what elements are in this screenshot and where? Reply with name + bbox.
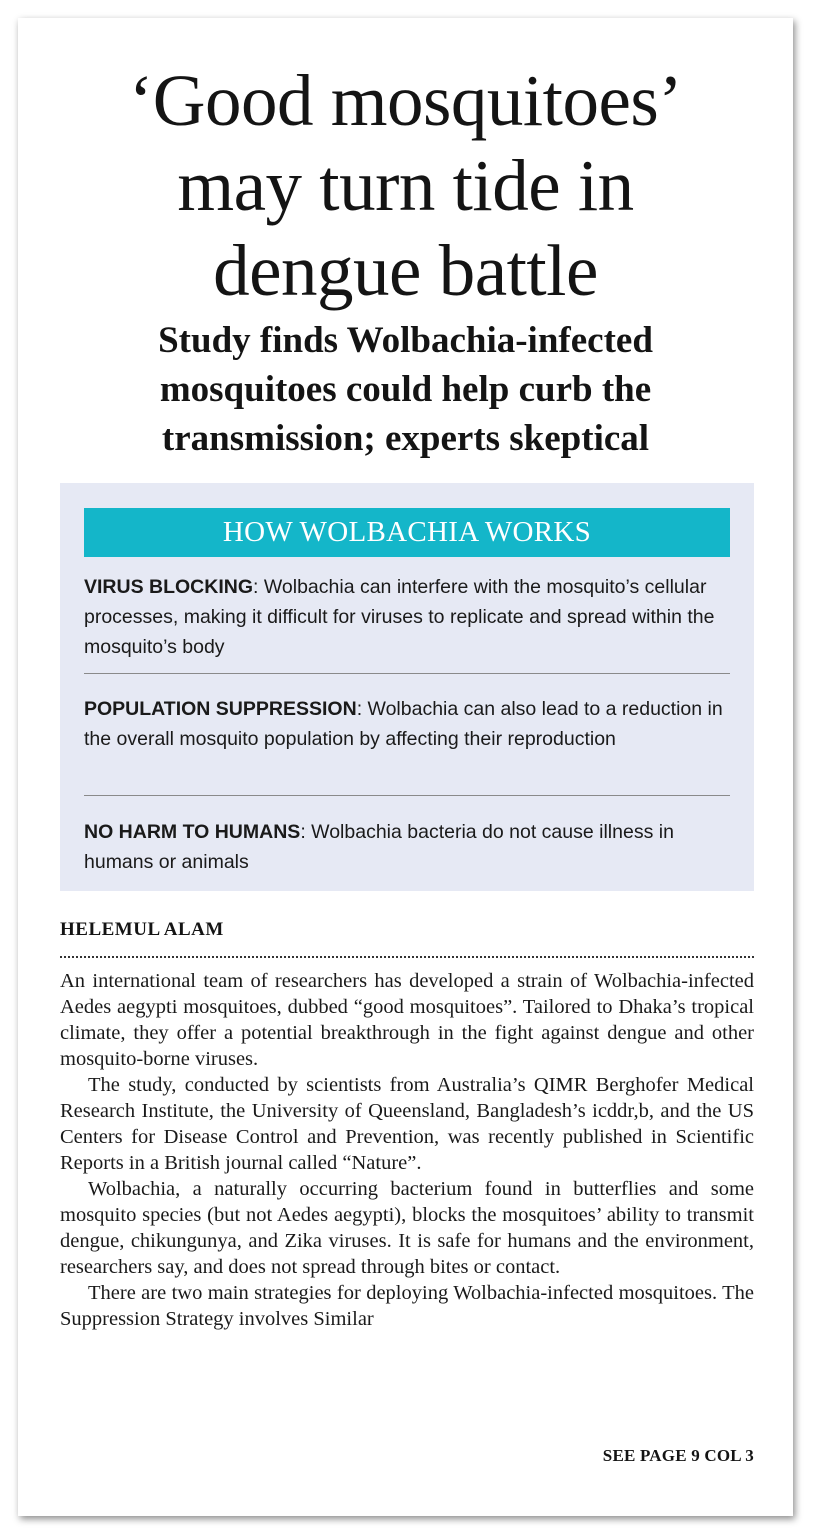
headline: [18, 58, 793, 313]
info-box-title: HOW WOLBACHIA WORKS: [84, 508, 730, 557]
headline-line-1: ‘Good mosquitoes’: [128, 60, 683, 141]
info-item-text: : Wolbachia can interfere with the mosquito’s cellular processes, making it difficult for viruses to replicate and spread within the mosquito’s body: [84, 576, 715, 658]
dotted-divider: [60, 956, 754, 958]
continuation-note: SEE PAGE 9 COL 3: [602, 1446, 754, 1465]
info-item-no-harm-to-humans: [84, 817, 730, 877]
info-box: [60, 483, 754, 891]
info-item-term: NO HARM TO HUMANS: [84, 821, 301, 843]
info-item-text: : Wolbachia bacteria do not cause illness in humans or animals: [84, 821, 674, 873]
subheadline-line-2: mosquitoes could help curb the: [159, 369, 652, 410]
newspaper-clipping: [18, 18, 793, 1516]
subheadline-line-3: transmission; experts skeptical: [161, 418, 650, 459]
info-divider: [84, 795, 730, 796]
info-item-term: VIRUS BLOCKING: [84, 576, 254, 598]
article-paragraph: An international team of researchers has developed a strain of Wolbachia-infected Aedes aegypti mosquitoes, dubbed “good mosquitoes”. Tailored to Dhaka’s tropical climate, they offer a potential breakthrough in the fight against dengue and other mosquito-borne viruses.: [60, 970, 754, 1070]
headline-line-3: dengue battle: [213, 230, 598, 311]
article-paragraph: There are two main strategies for deploying Wolbachia-infected mosquitoes. The Suppression Strategy involves Similar: [60, 1282, 754, 1330]
info-item-text: : Wolbachia can also lead to a reduction in the overall mosquito population by affecting their reproduction: [84, 698, 723, 750]
article-paragraph: The study, conducted by scientists from Australia’s QIMR Berghofer Medical Research Institute, the University of Queensland, Bangladesh’s icddr,b, and the US Centers for Disease Control and Prevention, was recently published in Scientific Reports in a British journal called “Nature”.: [60, 1074, 754, 1174]
info-item-virus-blocking: [84, 572, 730, 662]
info-item-population-suppression: [84, 694, 730, 754]
info-divider: [84, 673, 730, 674]
info-item-term: POPULATION SUPPRESSION: [84, 698, 357, 720]
article-paragraph: Wolbachia, a naturally occurring bacterium found in butterflies and some mosquito species (but not Aedes aegypti), blocks the mosquitoes’ ability to transmit dengue, chikungunya, and Zika viruses. It is safe for humans and the environment, researchers say, and does not spread through bites or contact.: [60, 1178, 754, 1278]
subheadline: [18, 316, 793, 463]
article-body: [60, 968, 754, 1332]
headline-line-2: may turn tide in: [177, 145, 634, 226]
byline: HELEMUL ALAM: [60, 919, 224, 940]
subheadline-line-1: Study finds Wolbachia-infected: [158, 320, 653, 361]
